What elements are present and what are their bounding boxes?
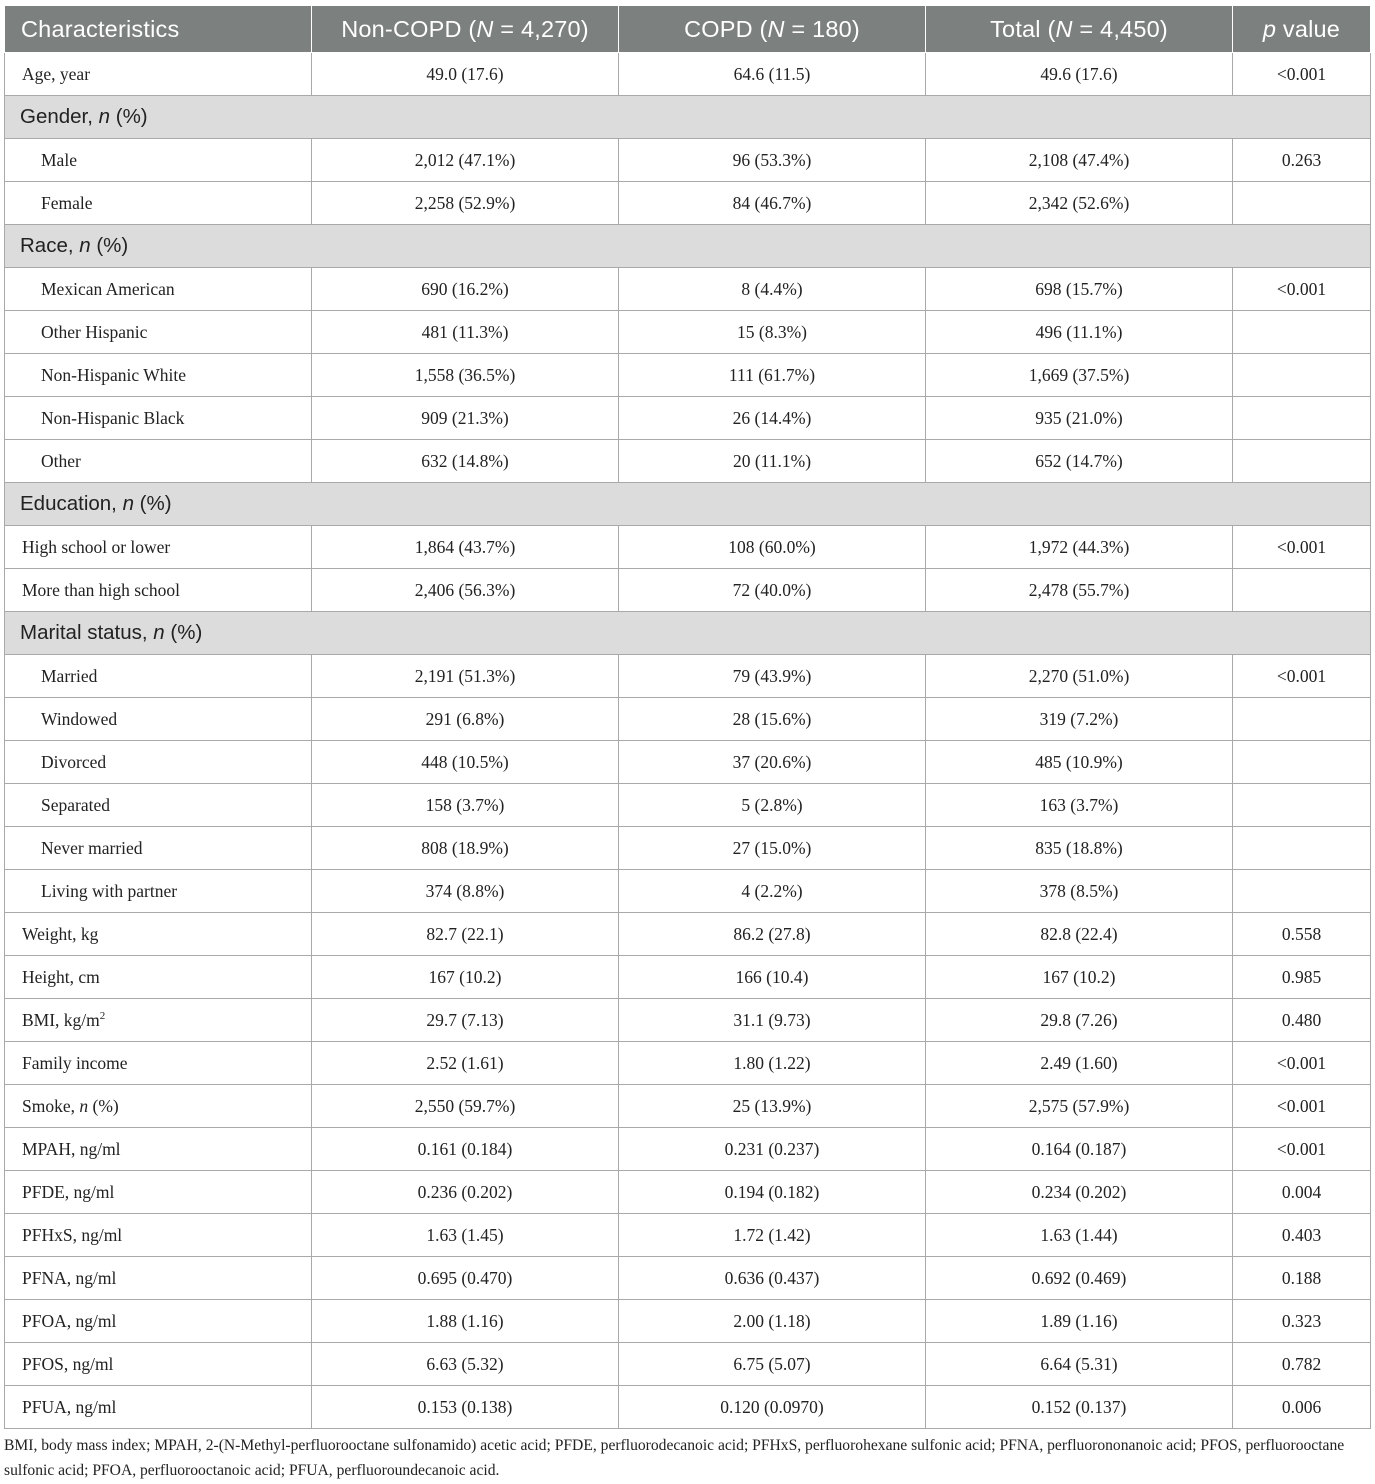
section-label-suffix: (%) (110, 105, 148, 128)
header-non-copd: Non-COPD (N = 4,270) (312, 6, 619, 53)
row-label (5, 1085, 312, 1128)
non-copd-cell: 0.153 (0.138) (312, 1386, 619, 1429)
total-cell: 0.692 (0.469) (926, 1257, 1233, 1300)
row-label-text: Age, year (22, 63, 91, 84)
section-label-italic: n (79, 234, 91, 257)
table-row (5, 1042, 1371, 1085)
table-row (5, 655, 1371, 698)
characteristics-table (4, 5, 1371, 1429)
copd-cell: 26 (14.4%) (619, 397, 926, 440)
section-label-suffix: (%) (133, 492, 172, 515)
copd-cell: 37 (20.6%) (619, 741, 926, 784)
section-row (5, 483, 1371, 526)
p-value-cell: <0.001 (1233, 1042, 1371, 1085)
copd-cell: 8 (4.4%) (619, 268, 926, 311)
p-value-cell: 0.782 (1233, 1343, 1371, 1386)
header-copd: COPD (N = 180) (619, 6, 926, 53)
copd-cell: 6.75 (5.07) (619, 1343, 926, 1386)
copd-cell: 0.120 (0.0970) (619, 1386, 926, 1429)
copd-cell: 0.194 (0.182) (619, 1171, 926, 1214)
row-label-text: Smoke, (22, 1095, 80, 1116)
p-value-cell: 0.263 (1233, 139, 1371, 182)
copd-cell: 27 (15.0%) (619, 827, 926, 870)
p-value-cell (1233, 569, 1371, 612)
total-cell: 0.152 (0.137) (926, 1386, 1233, 1429)
row-label-text: Family income (22, 1052, 128, 1073)
copd-cell: 4 (2.2%) (619, 870, 926, 913)
section-label (5, 225, 1371, 268)
total-cell: 935 (21.0%) (926, 397, 1233, 440)
p-value-cell: 0.403 (1233, 1214, 1371, 1257)
section-label (5, 612, 1371, 655)
p-value-cell (1233, 354, 1371, 397)
section-label-italic: n (122, 492, 134, 515)
table-row (5, 1257, 1371, 1300)
copd-cell: 79 (43.9%) (619, 655, 926, 698)
section-row (5, 96, 1371, 139)
non-copd-cell: 2,550 (59.7%) (312, 1085, 619, 1128)
p-value-cell: 0.323 (1233, 1300, 1371, 1343)
row-label (5, 827, 312, 870)
p-value-cell (1233, 440, 1371, 483)
non-copd-cell: 808 (18.9%) (312, 827, 619, 870)
table-row (5, 956, 1371, 999)
table-row (5, 784, 1371, 827)
row-label (5, 311, 312, 354)
row-label-text: PFOS, ng/ml (22, 1353, 114, 1374)
non-copd-cell: 158 (3.7%) (312, 784, 619, 827)
table-row (5, 913, 1371, 956)
total-cell: 1,669 (37.5%) (926, 354, 1233, 397)
row-label-text: More than high school (22, 579, 180, 600)
non-copd-cell: 49.0 (17.6) (312, 53, 619, 96)
row-label (5, 182, 312, 225)
total-cell: 496 (11.1%) (926, 311, 1233, 354)
table-row (5, 870, 1371, 913)
header-characteristics: Characteristics (5, 6, 312, 53)
p-value-cell: 0.558 (1233, 913, 1371, 956)
total-cell: 2,108 (47.4%) (926, 139, 1233, 182)
copd-cell: 96 (53.3%) (619, 139, 926, 182)
row-label-text: Separated (41, 794, 110, 815)
row-label-text: Other (41, 450, 81, 471)
table-row (5, 354, 1371, 397)
header-total: Total (N = 4,450) (926, 6, 1233, 53)
total-cell: 0.234 (0.202) (926, 1171, 1233, 1214)
non-copd-cell: 82.7 (22.1) (312, 913, 619, 956)
characteristics-table-wrapper (4, 5, 1370, 1429)
row-label-text: Other Hispanic (41, 321, 148, 342)
non-copd-cell: 2.52 (1.61) (312, 1042, 619, 1085)
p-value-cell: <0.001 (1233, 1128, 1371, 1171)
total-cell: 2,575 (57.9%) (926, 1085, 1233, 1128)
non-copd-cell: 0.695 (0.470) (312, 1257, 619, 1300)
non-copd-cell: 374 (8.8%) (312, 870, 619, 913)
row-label (5, 1128, 312, 1171)
section-label-italic: n (98, 105, 111, 128)
row-label-superscript: 2 (99, 1009, 106, 1022)
copd-cell: 108 (60.0%) (619, 526, 926, 569)
total-cell: 82.8 (22.4) (926, 913, 1233, 956)
row-label (5, 655, 312, 698)
p-value-cell: <0.001 (1233, 53, 1371, 96)
p-value-cell: <0.001 (1233, 655, 1371, 698)
section-label-italic: n (153, 621, 165, 644)
p-value-cell (1233, 311, 1371, 354)
p-value-cell (1233, 698, 1371, 741)
row-label (5, 526, 312, 569)
row-label-text: PFHxS, ng/ml (22, 1224, 123, 1245)
p-value-cell (1233, 827, 1371, 870)
copd-cell: 20 (11.1%) (619, 440, 926, 483)
row-label (5, 268, 312, 311)
row-label-text: Married (41, 665, 98, 686)
row-label (5, 139, 312, 182)
copd-cell: 166 (10.4) (619, 956, 926, 999)
copd-cell: 5 (2.8%) (619, 784, 926, 827)
row-label-suffix: (%) (88, 1095, 119, 1116)
row-label (5, 913, 312, 956)
total-cell: 652 (14.7%) (926, 440, 1233, 483)
row-label (5, 1257, 312, 1300)
row-label-text: Non-Hispanic White (41, 364, 186, 385)
row-label (5, 999, 312, 1042)
copd-cell: 0.636 (0.437) (619, 1257, 926, 1300)
row-label-text: Male (41, 149, 77, 170)
row-label-text: BMI, kg/m (22, 1009, 100, 1030)
copd-cell: 1.80 (1.22) (619, 1042, 926, 1085)
copd-cell: 28 (15.6%) (619, 698, 926, 741)
copd-cell: 1.72 (1.42) (619, 1214, 926, 1257)
table-row (5, 139, 1371, 182)
table-row (5, 1171, 1371, 1214)
row-label-text: Height, cm (22, 966, 100, 987)
non-copd-cell: 291 (6.8%) (312, 698, 619, 741)
table-row (5, 569, 1371, 612)
non-copd-cell: 1,864 (43.7%) (312, 526, 619, 569)
row-label-text: High school or lower (22, 536, 171, 557)
total-cell: 2.49 (1.60) (926, 1042, 1233, 1085)
row-label-italic: n (79, 1095, 89, 1116)
total-cell: 378 (8.5%) (926, 870, 1233, 913)
section-label-suffix: (%) (90, 234, 129, 257)
row-label (5, 1214, 312, 1257)
section-label (5, 96, 1371, 139)
p-value-cell: 0.006 (1233, 1386, 1371, 1429)
table-row (5, 741, 1371, 784)
non-copd-cell: 632 (14.8%) (312, 440, 619, 483)
row-label (5, 741, 312, 784)
row-label-text: Windowed (41, 708, 118, 729)
row-label-text: Living with partner (41, 880, 178, 901)
row-label (5, 569, 312, 612)
non-copd-cell: 2,406 (56.3%) (312, 569, 619, 612)
non-copd-cell: 167 (10.2) (312, 956, 619, 999)
copd-cell: 2.00 (1.18) (619, 1300, 926, 1343)
section-row (5, 225, 1371, 268)
total-cell: 163 (3.7%) (926, 784, 1233, 827)
copd-cell: 25 (13.9%) (619, 1085, 926, 1128)
section-label (5, 483, 1371, 526)
total-cell: 1.89 (1.16) (926, 1300, 1233, 1343)
row-label-text: Non-Hispanic Black (41, 407, 185, 428)
row-label (5, 1042, 312, 1085)
p-value-cell: 0.480 (1233, 999, 1371, 1042)
non-copd-cell: 1.63 (1.45) (312, 1214, 619, 1257)
table-row (5, 698, 1371, 741)
table-footnote: BMI, body mass index; MPAH, 2-(N-Methyl-perfluorooctane sulfonamido) acetic acid; PFDE, perfluorodecanoic acid; PFHxS, perfluorohexane sulfonic acid; PFNA, perfluorononanoic acid; PFOS, perfluorooctane sulfonic acid; PFOA, perfluorooctanoic acid; PFUA, perfluoroundecanoic acid. (4, 1437, 1345, 1479)
row-label (5, 1386, 312, 1429)
row-label (5, 440, 312, 483)
table-row (5, 311, 1371, 354)
table-row (5, 182, 1371, 225)
row-label-text: Divorced (41, 751, 107, 772)
row-label (5, 53, 312, 96)
total-cell: 1,972 (44.3%) (926, 526, 1233, 569)
section-row (5, 612, 1371, 655)
row-label-text: Mexican American (41, 278, 175, 299)
row-label-text: PFOA, ng/ml (22, 1310, 117, 1331)
section-label-suffix: (%) (164, 621, 203, 644)
row-label (5, 1343, 312, 1386)
row-label (5, 1171, 312, 1214)
copd-cell: 64.6 (11.5) (619, 53, 926, 96)
non-copd-cell: 0.236 (0.202) (312, 1171, 619, 1214)
section-label-text: Education, (20, 492, 123, 515)
table-header (5, 6, 1371, 53)
p-value-cell: <0.001 (1233, 268, 1371, 311)
row-label-text: PFNA, ng/ml (22, 1267, 117, 1288)
p-value-cell: 0.188 (1233, 1257, 1371, 1300)
copd-cell: 111 (61.7%) (619, 354, 926, 397)
non-copd-cell: 29.7 (7.13) (312, 999, 619, 1042)
total-cell: 6.64 (5.31) (926, 1343, 1233, 1386)
non-copd-cell: 2,191 (51.3%) (312, 655, 619, 698)
non-copd-cell: 690 (16.2%) (312, 268, 619, 311)
total-cell: 2,478 (55.7%) (926, 569, 1233, 612)
row-label (5, 784, 312, 827)
table-row (5, 268, 1371, 311)
table-body (5, 53, 1371, 1429)
row-label (5, 698, 312, 741)
copd-cell: 31.1 (9.73) (619, 999, 926, 1042)
total-cell: 49.6 (17.6) (926, 53, 1233, 96)
total-cell: 698 (15.7%) (926, 268, 1233, 311)
row-label-text: Weight, kg (22, 923, 99, 944)
row-label-text: PFUA, ng/ml (22, 1396, 117, 1417)
p-value-cell: <0.001 (1233, 1085, 1371, 1128)
total-cell: 29.8 (7.26) (926, 999, 1233, 1042)
row-label-text: Never married (41, 837, 143, 858)
table-row (5, 53, 1371, 96)
non-copd-cell: 2,258 (52.9%) (312, 182, 619, 225)
table-row (5, 827, 1371, 870)
header-p-value: p value (1233, 6, 1371, 53)
header-row (5, 6, 1371, 53)
p-value-cell (1233, 182, 1371, 225)
row-label (5, 1300, 312, 1343)
non-copd-cell: 2,012 (47.1%) (312, 139, 619, 182)
p-value-cell (1233, 870, 1371, 913)
row-label-text: PFDE, ng/ml (22, 1181, 115, 1202)
table-row (5, 999, 1371, 1042)
table-row (5, 1085, 1371, 1128)
total-cell: 485 (10.9%) (926, 741, 1233, 784)
copd-cell: 15 (8.3%) (619, 311, 926, 354)
section-label-text: Marital status, (20, 621, 154, 644)
total-cell: 835 (18.8%) (926, 827, 1233, 870)
non-copd-cell: 1,558 (36.5%) (312, 354, 619, 397)
copd-cell: 84 (46.7%) (619, 182, 926, 225)
p-value-cell: <0.001 (1233, 526, 1371, 569)
table-row (5, 1386, 1371, 1429)
row-label (5, 956, 312, 999)
total-cell: 1.63 (1.44) (926, 1214, 1233, 1257)
table-row (5, 1300, 1371, 1343)
table-row (5, 1214, 1371, 1257)
section-label-text: Race, (20, 234, 80, 257)
non-copd-cell: 448 (10.5%) (312, 741, 619, 784)
total-cell: 0.164 (0.187) (926, 1128, 1233, 1171)
non-copd-cell: 909 (21.3%) (312, 397, 619, 440)
total-cell: 2,342 (52.6%) (926, 182, 1233, 225)
non-copd-cell: 0.161 (0.184) (312, 1128, 619, 1171)
row-label (5, 870, 312, 913)
p-value-cell (1233, 784, 1371, 827)
p-value-cell: 0.004 (1233, 1171, 1371, 1214)
table-row (5, 397, 1371, 440)
total-cell: 167 (10.2) (926, 956, 1233, 999)
table-row (5, 526, 1371, 569)
row-label-text: MPAH, ng/ml (22, 1138, 121, 1159)
table-row (5, 1343, 1371, 1386)
total-cell: 319 (7.2%) (926, 698, 1233, 741)
section-label-text: Gender, (20, 105, 99, 128)
row-label (5, 354, 312, 397)
p-value-cell: 0.985 (1233, 956, 1371, 999)
p-value-cell (1233, 741, 1371, 784)
total-cell: 2,270 (51.0%) (926, 655, 1233, 698)
p-value-cell (1233, 397, 1371, 440)
row-label (5, 397, 312, 440)
row-label-text: Female (41, 192, 93, 213)
copd-cell: 72 (40.0%) (619, 569, 926, 612)
table-row (5, 440, 1371, 483)
non-copd-cell: 481 (11.3%) (312, 311, 619, 354)
copd-cell: 0.231 (0.237) (619, 1128, 926, 1171)
non-copd-cell: 1.88 (1.16) (312, 1300, 619, 1343)
non-copd-cell: 6.63 (5.32) (312, 1343, 619, 1386)
table-row (5, 1128, 1371, 1171)
copd-cell: 86.2 (27.8) (619, 913, 926, 956)
